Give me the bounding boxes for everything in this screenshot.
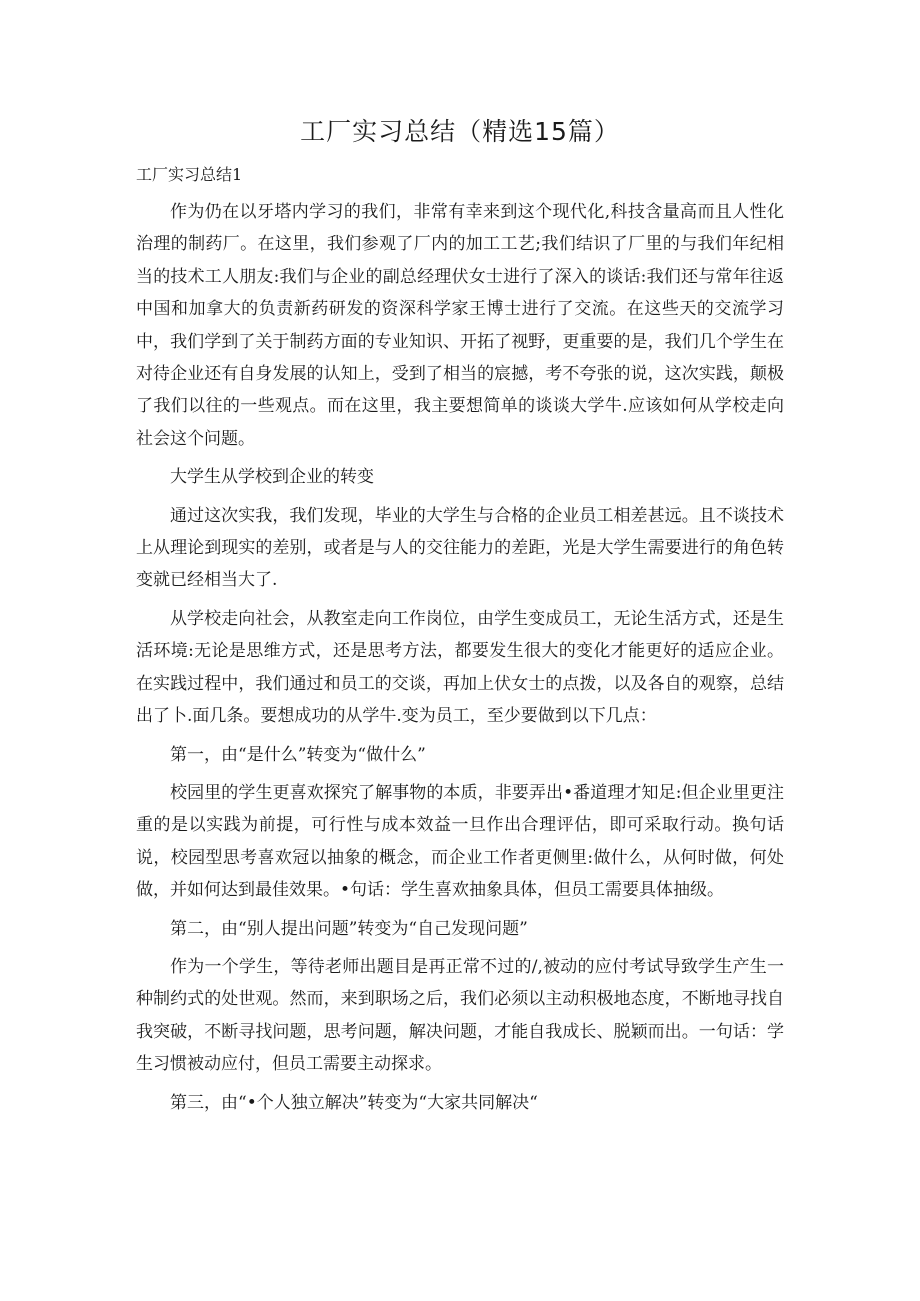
paragraph-second: 作为一个学生，等待老师出题目是再正常不过的/,被动的应付考试导致学生产生一种制约式的处世观。然而，来到职场之后，我们必须以主动积极地态度，不断地寻找自我突破，不断寻找问题，思考问题，解决问题，才能自我成长、脱颖而出。一句话：学生习惯被动应付，但员工需要主动探求。 [136,956,784,1075]
point-heading-second: 第二，由“别人提出问题”转变为“自己发现问题” [170,918,528,939]
section-subtitle: 工厂实习总结1 [136,165,243,184]
paragraph-first: 校园里的学生更喜欢探究了解事物的本质，非要弄出•番道理才知足:但企业里更注重的是以实践为前提，可行性与成本效益一旦作出合理评估，即可采取行动。换句话说，校园型思考喜欢冠以抽象的概念，而企业工作者更侧里:做什么，从何时做，何处做，并如何达到最佳效果。•句话：学生喜欢抽象具体，但员工需要具体抽级。 [136,782,784,901]
paragraph-gap: 通过这次实我，我们发现，毕业的大学生与合格的企业员工相差甚远。且不谈技术上从理论到现实的差别，或者是与人的交往能力的差距，光是大学生需要进行的角色转变就已经相当大了. [136,505,784,591]
paragraph-change: 从学校走向社会，从教室走向工作岗位，由学生变成员工，无论生活方式，还是生活环境:无论是思维方式，还是思考方法，都要发生很大的变化才能更好的适应企业。在实践过程中，我们通过和员工的交谈，再加上伏女士的点拨，以及各自的观察，总结出了卜.面几条。要想成功的从学牛.变为员工，至少要做到以下几点： [136,608,784,727]
point-heading-third: 第三，由“•个人独立解决”转变为“大家共同解决“ [170,1092,538,1113]
document-title: 工厂实习总结（精选15篇） [300,117,620,146]
document-body [136,196,784,1125]
paragraph-intro: 作为仍在以牙塔内学习的我们，非常有幸来到这个现代化,科技含量高而且人性化治理的制药厂。在这里，我们参观了厂内的加工工艺;我们结识了厂里的与我们年纪相当的技术工人朋友:我们与企业的副总经理伏女士进行了深入的谈话:我们还与常年往返中国和加拿大的负责新药研发的资深科学家王博士进行了交流。在这些天的交流学习中，我们学到了关于制药方面的专业知识、开拓了视野，更重要的是，我们几个学生在对待企业还有自身发展的认知上，受到了相当的宸撼，考不夸张的说，这次实践，颠极了我们以往的一些观点。而在这里，我主要想简单的谈谈大学牛.应该如何从学校走向社会这个问题。 [136,202,784,449]
section-heading-transition: 大学生从学校到企业的转变 [170,467,374,488]
point-heading-first: 第一，由“是什么”转变为“做什么” [170,744,426,765]
